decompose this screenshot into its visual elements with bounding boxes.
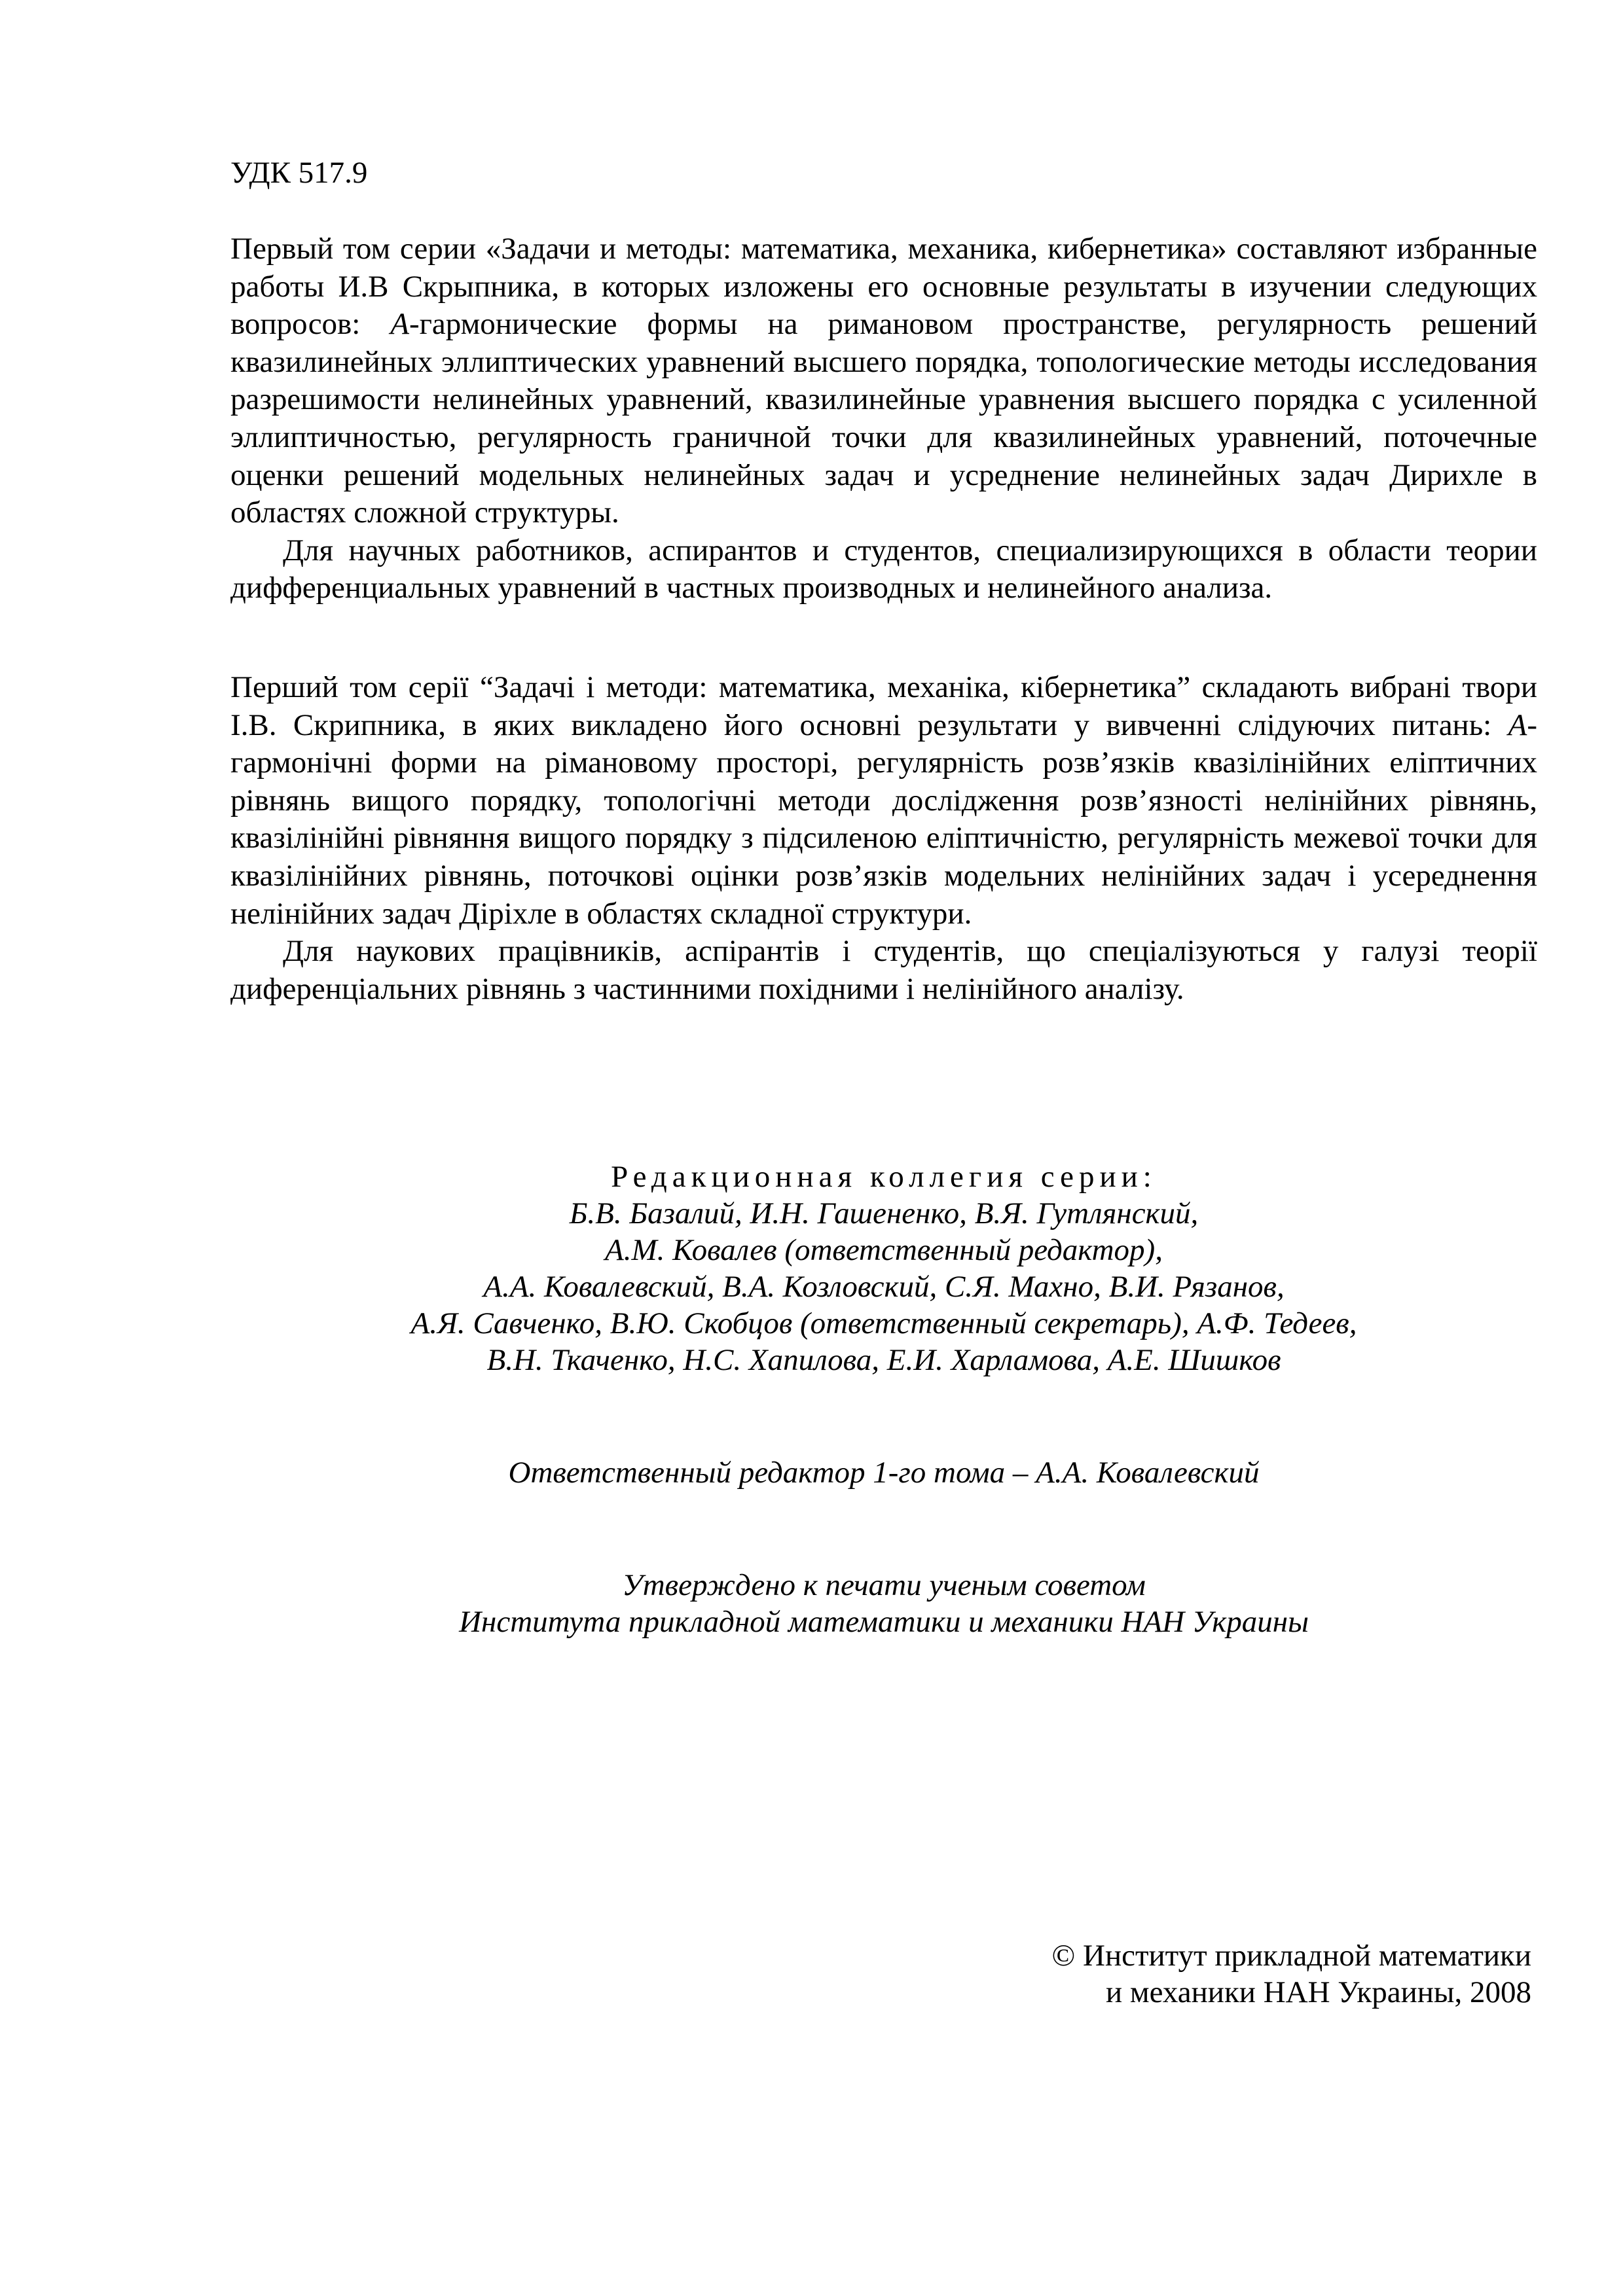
- ukrainian-p1-post: -гармонічні форми на рімановому просторі, регулярність розв’язків квазілінійних еліптичних рівнянь вищого порядку, топологічні методи дослідження розв’язності нелінійних рівнянь, квазілінійні рівняння вищого порядку з підсиленою еліптичністю, регулярність межевої точки для квазілінійних рівнянь, поточкові оцінки розв’язків модельних нелінійних задач і усереднення нелінійних задач Діріхле в областях складної структури.: [230, 708, 1537, 931]
- russian-paragraph-1: [230, 230, 1537, 532]
- approval-line-2: Института прикладной математики и механики НАН Украины: [459, 1605, 1309, 1639]
- ukrainian-annotation: [230, 669, 1537, 1008]
- russian-p1-a: A: [390, 307, 409, 342]
- editorial-board: [230, 1158, 1537, 1378]
- editorial-line: В.Н. Ткаченко, Н.С. Хапилова, Е.И. Харламова, А.Е. Шишков: [486, 1343, 1281, 1377]
- editorial-names: [230, 1195, 1537, 1378]
- responsible-editor: Ответственный редактор 1-го тома – А.А. Ковалевский: [508, 1456, 1260, 1490]
- editorial-line: Б.В. Базалий, И.Н. Гашененко, В.Я. Гутлянский,: [569, 1196, 1199, 1230]
- russian-paragraph-2: Для научных работников, аспирантов и студентов, специализирующихся в области теории дифференциальных уравнений в частных производных и нелинейного анализа.: [230, 533, 1537, 605]
- editorial-heading: Редакционная коллегия серии:: [611, 1160, 1157, 1194]
- editorial-line: А.Я. Савченко, В.Ю. Скобцов (ответственный секретарь), А.Ф. Тедеев,: [410, 1306, 1357, 1340]
- ukrainian-paragraph-2: Для наукових працівників, аспірантів і студентів, що спеціалізуються у галузі теорії диференціальних рівнянь з частинними похідними і нелінійного аналізу.: [230, 934, 1537, 1006]
- ukrainian-p1-pre: Перший том серії “Задачі і методи: математика, механіка, кібернетика” складають вибрані твори І.В. Скрипника, в яких викладено його основні результати у вивченні слідуючих питань:: [230, 670, 1537, 742]
- copyright-line-1: © Институт прикладной математики: [1051, 1939, 1531, 1973]
- copyright-notice: [1052, 1937, 1531, 2011]
- editorial-line: А.М. Ковалев (ответственный редактор),: [605, 1233, 1163, 1267]
- ukrainian-paragraph-1: [230, 669, 1537, 933]
- russian-p1-post: -гармонические формы на римановом пространстве, регулярность решений квазилинейных эллиптических уравнений высшего порядка, топологические методы исследования разрешимости нелинейных уравнений, квазилинейные уравнения высшего порядка с усиленной эллиптичностью, регулярность граничной точки для квазилинейных уравнений, поточечные оценки решений модельных нелинейных задач и усреднение нелинейных задач Дирихле в областях сложной структуры.: [230, 307, 1537, 530]
- copyright-line-2: и механики НАН Украины, 2008: [1106, 1975, 1531, 2009]
- udk-code: УДК 517.9: [230, 156, 368, 190]
- ukrainian-p1-a: A: [1508, 708, 1527, 742]
- approval-line-1: Утверждено к печати ученым советом: [622, 1568, 1146, 1602]
- approval-note: [230, 1567, 1537, 1640]
- russian-p1-pre: Первый том серии «Задачи и методы: математика, механика, кибернетика» составляют избранные работы И.В Скрыпника, в которых изложены его основные результаты в изучении следующих вопросов:: [230, 232, 1537, 342]
- editorial-line: А.А. Ковалевский, В.А. Козловский, С.Я. Махно, В.И. Рязанов,: [483, 1270, 1285, 1304]
- russian-annotation: [230, 230, 1537, 607]
